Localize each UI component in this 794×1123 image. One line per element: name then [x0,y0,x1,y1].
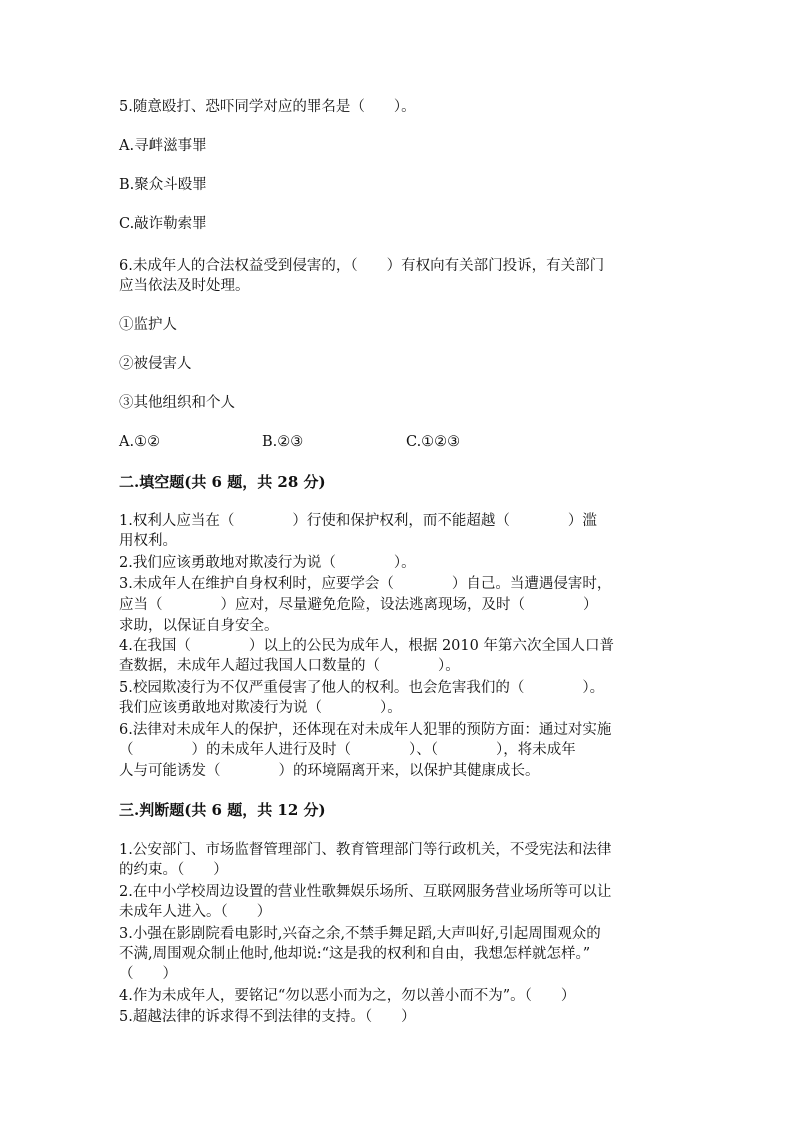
fill-line: 查数据，未成年人超过我国人口数量的（ ）。 [119,658,460,674]
judge-line: 2.在中小学校周边设置的营业性歌舞娱乐场所、互联网服务营业场所等可以让 [119,884,612,900]
judge-line: （ ） [119,966,177,982]
question-5-stem: 5.随意殴打、恐吓同学对应的罪名是（ ）。 [119,99,416,115]
question-6-option-c: C.①②③ [406,434,461,450]
judge-line: 4.作为未成年人，要铭记“勿以恶小而为之，勿以善小而不为”。（ ） [119,988,576,1004]
question-6-option-b: B.②③ [262,434,304,450]
fill-line: 人与可能诱发（ ）的环境隔离开来，以保护其健康成长。 [119,763,540,779]
question-6-option-a: A.①② [119,434,161,450]
fill-line: 我们应该勇敢地对欺凌行为说（ ）。 [119,700,402,716]
fill-line: 5.校园欺凌行为不仅严重侵害了他人的权利。也会危害我们的（ ）。 [119,680,605,696]
section-2-heading: 二.填空题(共 6 题，共 28 分) [119,473,326,491]
fill-line: （ ）的未成年人进行及时（ ）、（ ），将未成年 [119,742,576,758]
question-5-option-c: C.敲诈勒索罪 [119,216,207,232]
judge-line: 的约束。（ ） [119,862,228,878]
judge-line: 未成年人进入。（ ） [119,904,272,920]
fill-line: 2.我们应该勇敢地对欺凌行为说（ ）。 [119,555,416,571]
fill-line: 6.法律对未成年人的保护，还体现在对未成年人犯罪的预防方面：通过对实施 [119,722,612,738]
judge-line: 5.超越法律的诉求得不到法律的支持。（ ） [119,1009,416,1025]
fill-line: 4.在我国（ ）以上的公民为成年人，根据 2010 年第六次全国人口普 [119,638,614,654]
question-6-item-2: ②被侵害人 [119,356,192,372]
fill-line: 1.权利人应当在（ ）行使和保护权利，而不能超越（ ）滥 [119,513,597,529]
question-6-item-1: ①监护人 [119,317,177,333]
judge-line: 3.小强在影剧院看电影时,兴奋之余,不禁手舞足蹈,大声叫好,引起周围观众的 [119,926,601,942]
question-5-option-a: A.寻衅滋事罪 [119,138,207,154]
fill-line: 求助，以保证自身安全。 [119,618,279,634]
fill-line: 用权利。 [119,533,177,549]
judge-line: 1.公安部门、市场监督管理部门、教育管理部门等行政机关，不受宪法和法律 [119,842,612,858]
judge-line: 不满,周围观众制止他时,他却说:“这是我的权利和自由，我想怎样就怎样。” [119,946,591,962]
fill-line: 应当（ ）应对，尽量避免危险，设法逃离现场，及时（ ） [119,597,598,613]
question-6-stem-line-1: 6.未成年人的合法权益受到侵害的，（ ）有权向有关部门投诉，有关部门 [119,258,605,274]
question-5-option-b: B.聚众斗殴罪 [119,177,207,193]
question-6-stem-line-2: 应当依法及时处理。 [119,278,250,294]
question-6-item-3: ③其他组织和个人 [119,395,235,411]
fill-line: 3.未成年人在维护自身权利时，应要学会（ ）自己。当遭遇侵害时， [119,576,612,592]
section-3-heading: 三.判断题(共 6 题，共 12 分) [119,801,326,819]
